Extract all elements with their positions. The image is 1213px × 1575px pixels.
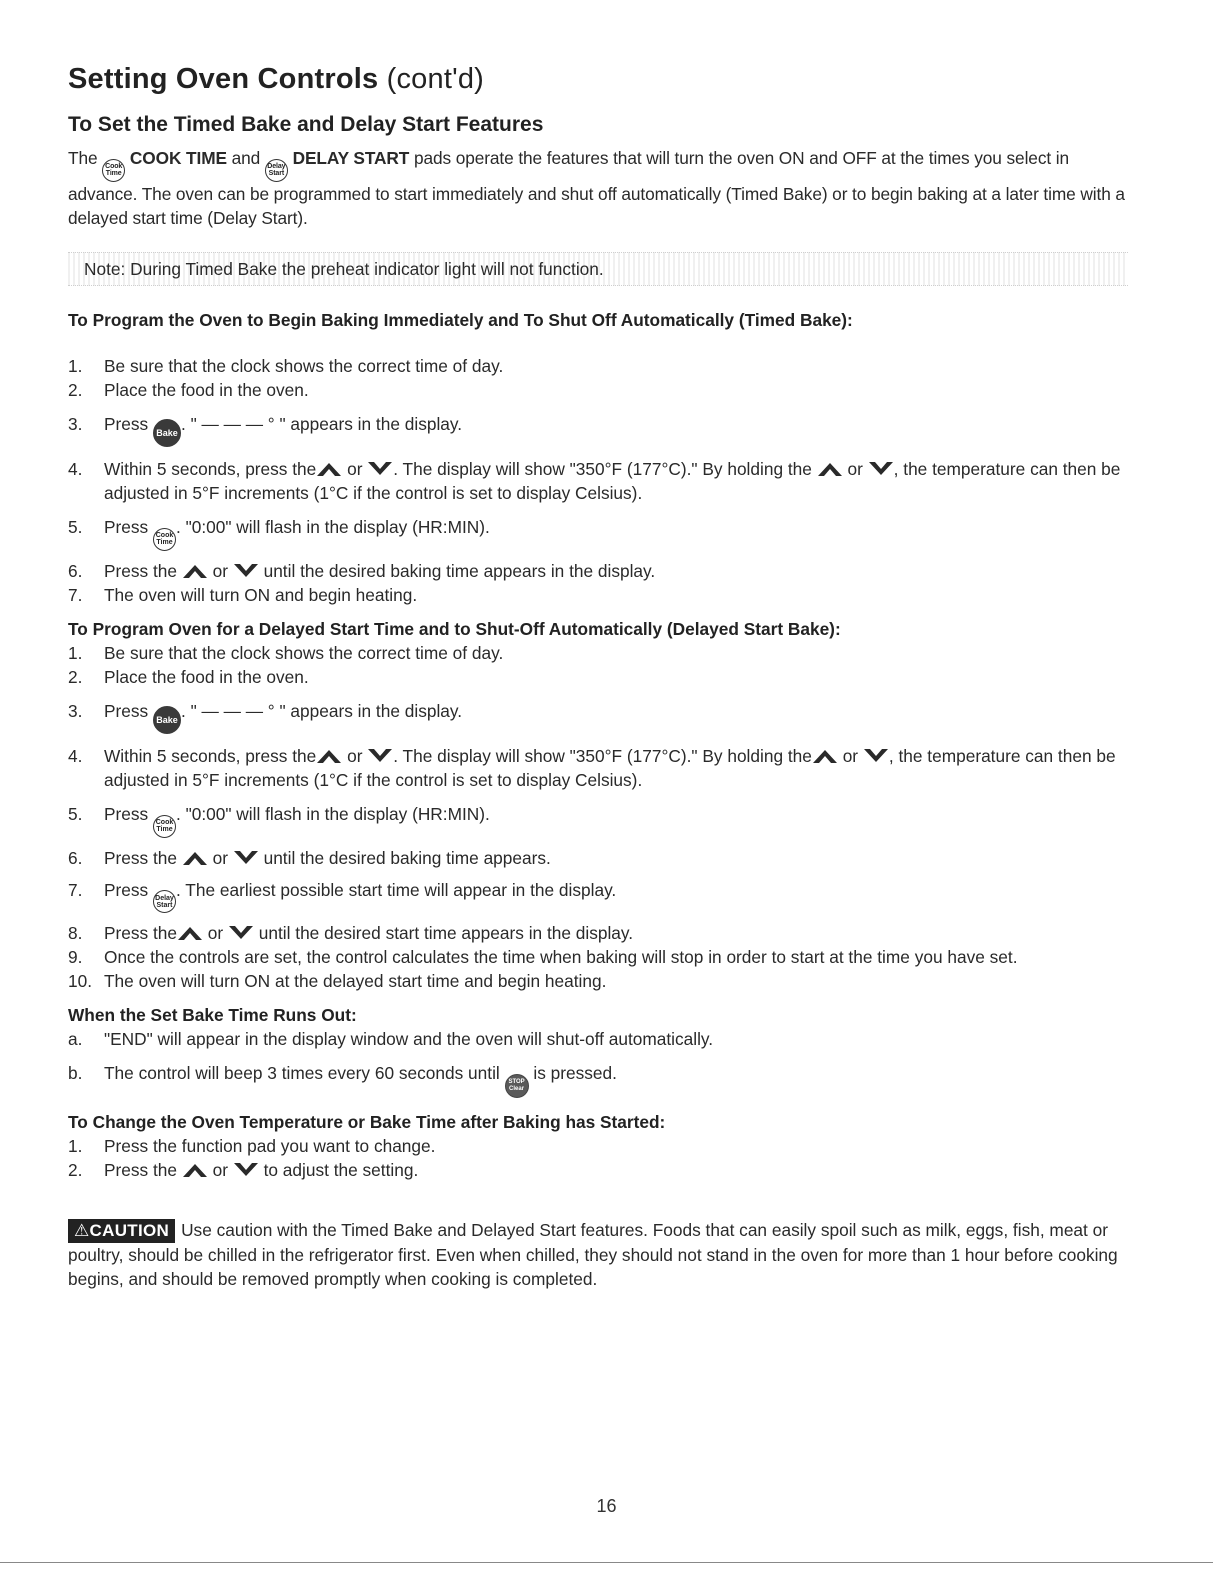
list-item: 7. Press Delay Start . The earliest possible start time will appear in the display. xyxy=(68,878,1128,914)
list-item: 5. Press Cook Time . "0:00" will flash in the display (HR:MIN). xyxy=(68,802,1128,838)
down-arrow-icon xyxy=(868,461,894,477)
down-arrow-icon xyxy=(367,461,393,477)
up-arrow-icon xyxy=(182,563,208,579)
list-item: 1. Be sure that the clock shows the correct time of day. xyxy=(68,642,504,663)
up-arrow-icon xyxy=(316,748,342,764)
caution-paragraph: ⚠CAUTION Use caution with the Timed Bake and Delayed Start features. Foods that can easily spoil such as milk, eggs, fish, meat or poultry, should be chilled in the refrigerator first. Even when chilled, they should not stand in the oven for more than 1 hour before cooking begins, and should be removed promptly when cooking is completed. xyxy=(68,1220,1118,1289)
down-arrow-icon xyxy=(228,925,254,941)
change-steps xyxy=(68,1134,1128,1182)
list-item: 2. Place the food in the oven. xyxy=(68,379,309,400)
up-arrow-icon xyxy=(177,925,203,941)
down-arrow-icon xyxy=(863,748,889,764)
cook-time-pad-icon: Cook Time xyxy=(153,528,176,551)
delayed-bake-steps xyxy=(68,641,1128,994)
up-arrow-icon xyxy=(812,748,838,764)
up-arrow-icon xyxy=(316,461,342,477)
down-arrow-icon xyxy=(367,748,393,764)
list-item: b. The control will beep 3 times every 60 seconds until STOP Clear is pressed. xyxy=(68,1061,1128,1098)
note-box: Note: During Timed Bake the preheat indicator light will not function. xyxy=(68,252,1128,286)
stop-clear-pad-icon: STOP Clear xyxy=(505,1074,529,1098)
section-heading: To Set the Timed Bake and Delay Start Features xyxy=(68,113,544,136)
caution-badge: ⚠CAUTION xyxy=(68,1219,175,1243)
list-item: 5. Press Cook Time . "0:00" will flash in the display (HR:MIN). xyxy=(68,515,1128,551)
bottom-rule xyxy=(0,1562,1213,1563)
list-item: 2. Press the or to adjust the setting. xyxy=(68,1160,419,1180)
delay-start-pad-icon: Delay Start xyxy=(265,159,288,182)
list-item: 6. Press the or until the desired baking time appears in the display. xyxy=(68,560,656,581)
list-item: 8. Press the or until the desired start time appears in the display. xyxy=(68,923,634,943)
down-arrow-icon xyxy=(233,1162,259,1178)
runs-out-list xyxy=(68,1027,1128,1098)
timed-bake-heading: To Program the Oven to Begin Baking Immediately and To Shut Off Automatically (Timed Bake): xyxy=(68,309,853,330)
down-arrow-icon xyxy=(233,850,259,866)
list-item: 1. Press the function pad you want to change. xyxy=(68,1136,436,1156)
list-item: 3. Press Bake . " — — — ° " appears in the display. xyxy=(68,412,1128,448)
up-arrow-icon xyxy=(182,1162,208,1178)
runs-out-heading: When the Set Bake Time Runs Out: xyxy=(68,1005,357,1025)
up-arrow-icon xyxy=(817,461,843,477)
list-item: 4. Within 5 seconds, press the or . The display will show "350°F (177°C)." By holding the or , the temperature can then be adjusted in 5°F increments (1°C if the control is set to display Celsius). xyxy=(68,746,1116,790)
list-item: 3. Press Bake . " — — — ° " appears in the display. xyxy=(68,699,1128,735)
timed-bake-steps xyxy=(68,354,1128,607)
list-item: 4. Within 5 seconds, press the or . The display will show "350°F (177°C)." By holding the or , the temperature can then be adjusted in 5°F increments (1°C if the control is set to display Celsius). xyxy=(68,459,1121,503)
bake-pad-icon: Bake xyxy=(153,706,181,734)
delayed-bake-heading: To Program Oven for a Delayed Start Time and to Shut-Off Automatically (Delayed Start Bake): xyxy=(68,618,841,639)
list-item: a. "END" will appear in the display window and the oven will shut-off automatically. xyxy=(68,1029,714,1049)
list-item: 10. The oven will turn ON at the delayed start time and begin heating. xyxy=(68,971,607,991)
list-item: 7. The oven will turn ON and begin heating. xyxy=(68,584,418,605)
list-item: 6. Press the or until the desired baking time appears. xyxy=(68,847,551,868)
manual-page xyxy=(68,60,1128,1308)
list-item: 1. Be sure that the clock shows the correct time of day. xyxy=(68,355,504,376)
down-arrow-icon xyxy=(233,563,259,579)
delay-start-pad-icon: Delay Start xyxy=(153,890,176,913)
cook-time-label: COOK TIME xyxy=(129,148,227,168)
delay-start-label: DELAY START xyxy=(292,148,410,168)
bake-pad-icon: Bake xyxy=(153,419,181,447)
page-number: 16 xyxy=(596,1496,617,1516)
change-heading: To Change the Oven Temperature or Bake Time after Baking has Started: xyxy=(68,1112,666,1132)
up-arrow-icon xyxy=(182,850,208,866)
cook-time-pad-icon: Cook Time xyxy=(153,815,176,838)
title-suffix: (cont'd) xyxy=(386,63,485,95)
page-title: Setting Oven Controls (cont'd) xyxy=(68,63,485,95)
intro-paragraph: The Cook Time COOK TIME and Delay Start DELAY START pads operate the features that will turn the oven ON and OFF at the times you select in advance. The oven can be programmed to start immediately and shut off automatically (Timed Bake) or to begin baking at a later time with a delayed start time (Delay Start). xyxy=(68,148,1125,228)
cook-time-pad-icon: Cook Time xyxy=(102,159,125,182)
list-item: 2. Place the food in the oven. xyxy=(68,666,309,687)
list-item: 9. Once the controls are set, the control calculates the time when baking will stop in order to start at the time you have set. xyxy=(68,947,1018,967)
